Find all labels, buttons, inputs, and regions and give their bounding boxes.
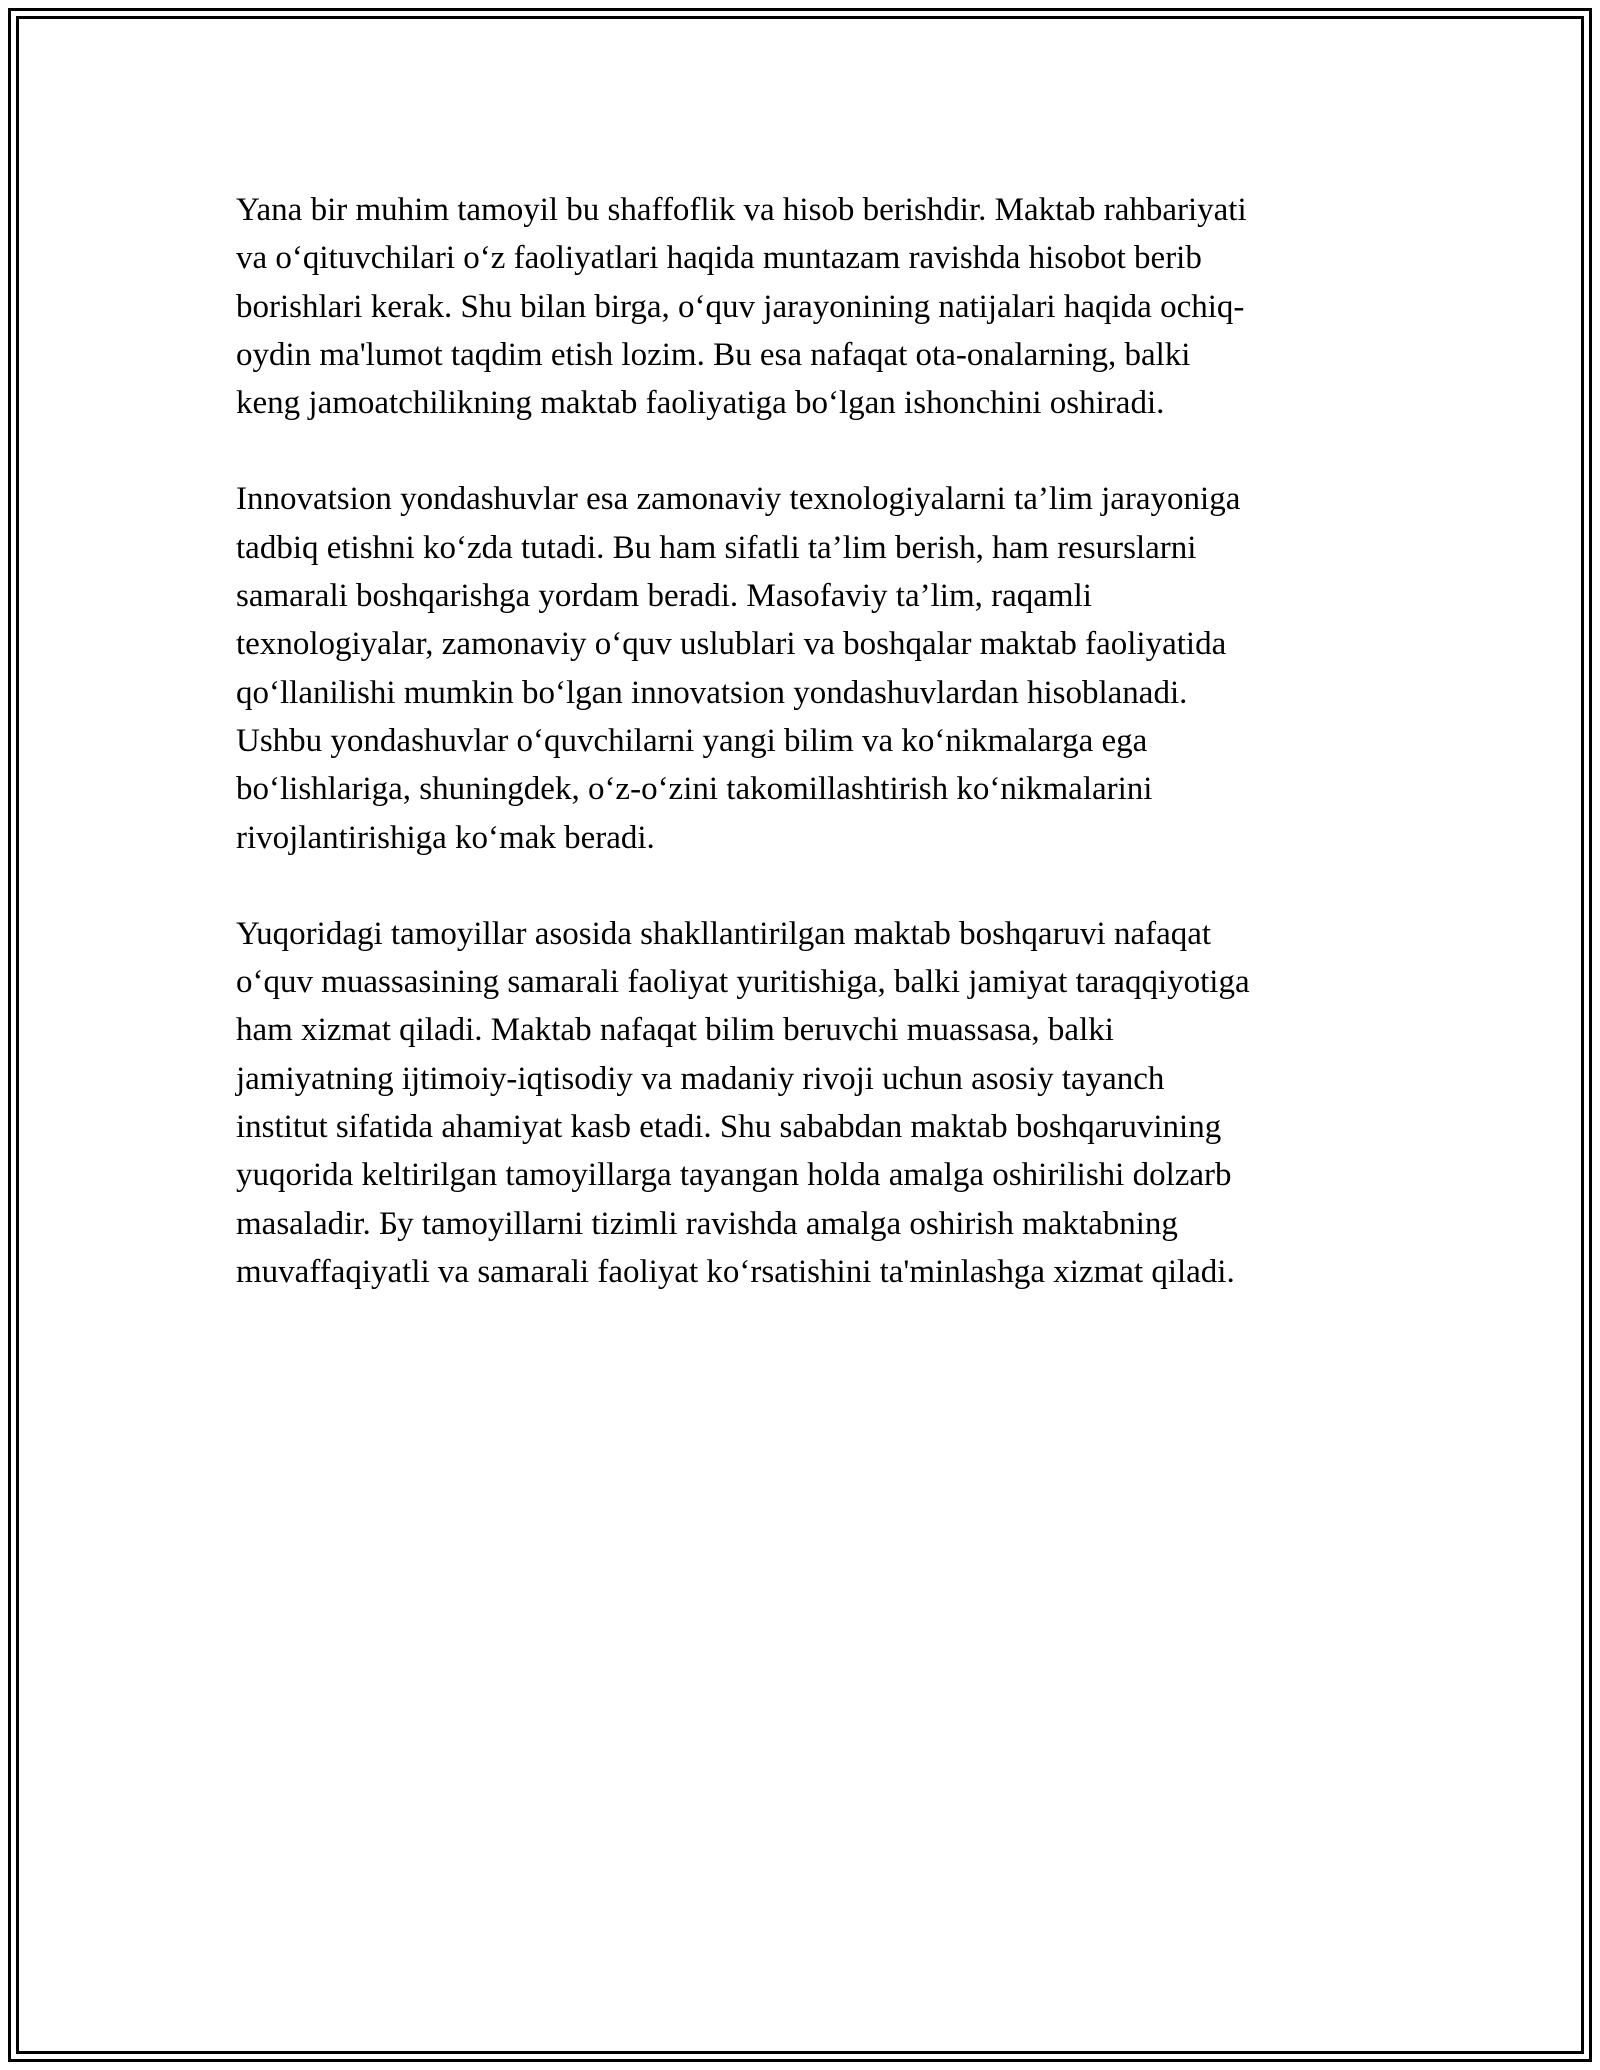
text-line: va oʻqituvchilari oʻz faoliyatlari haqida muntazam ravishda hisobot berib <box>236 240 1202 277</box>
text-line: oʻquv muassasining samarali faoliyat yuritishiga, balki jamiyat taraqqiyotiga <box>236 964 1250 1001</box>
text-line: tadbiq etishni koʻzda tutadi. Bu ham sifatli ta’lim berish, ham resurslarni <box>236 529 1197 566</box>
text-line: borishlari kerak. Shu bilan birga, oʻquv jarayonining natijalari haqida ochiq- <box>236 288 1245 325</box>
text-line: Yana bir muhim tamoyil bu shaffoflik va hisob berishdir. Maktab rahbariyati <box>236 192 1247 228</box>
text-line: oydin ma'lumot taqdim etish lozim. Bu esa nafaqat ota-onalarning, balki <box>236 336 1191 373</box>
text-line: muvaffaqiyatli va samarali faoliyat koʻrsatishini ta'minlashga xizmat qiladi. <box>236 1253 1235 1290</box>
text-line: ham xizmat qiladi. Maktab nafaqat bilim beruvchi muassasa, balki <box>236 1012 1114 1049</box>
text-line: yuqorida keltirilgan tamoyillarga tayangan holda amalga oshirilishi dolzarb <box>236 1157 1232 1194</box>
text-line: Yuqoridagi tamoyillar asosida shakllantirilgan maktab boshqaruvi nafaqat <box>236 915 1212 952</box>
text-line: samarali boshqarishga yordam beradi. Masofaviy ta’lim, raqamli <box>236 578 1092 615</box>
paragraph-innovation <box>236 475 1366 861</box>
text-line: qoʻllanilishi mumkin boʻlgan innovatsion yondashuvlardan hisoblanadi. <box>236 674 1188 711</box>
text-line: rivojlantirishiga koʻmak beradi. <box>236 819 655 856</box>
text-line: texnologiyalar, zamonaviy oʻquv uslublari va boshqalar maktab faoliyatida <box>236 626 1227 663</box>
text-line: institut sifatida ahamiyat kasb etadi. Shu sababdan maktab boshqaruvining <box>236 1109 1222 1146</box>
document-body <box>236 186 1366 1344</box>
text-line: Ushbu yondashuvlar oʻquvchilarni yangi bilim va koʻnikmalarga ega <box>236 722 1148 759</box>
text-line: Innovatsion yondashuvlar esa zamonaviy texnologiyalarni ta’lim jarayoniga <box>236 481 1241 518</box>
paragraph-transparency <box>236 186 1366 427</box>
paragraph-conclusion <box>236 910 1366 1296</box>
text-line: keng jamoatchilikning maktab faoliyatiga boʻlgan ishonchini oshiradi. <box>236 385 1165 422</box>
text-line: masaladir. Бу tamoyillarni tizimli ravishda amalga oshirish maktabning <box>236 1205 1178 1242</box>
text-line: jamiyatning ijtimoiy-iqtisodiy va madaniy rivoji uchun asosiy tayanch <box>236 1060 1165 1097</box>
text-line: boʻlishlariga, shuningdek, oʻz-oʻzini takomillashtirish koʻnikmalarini <box>236 771 1153 808</box>
